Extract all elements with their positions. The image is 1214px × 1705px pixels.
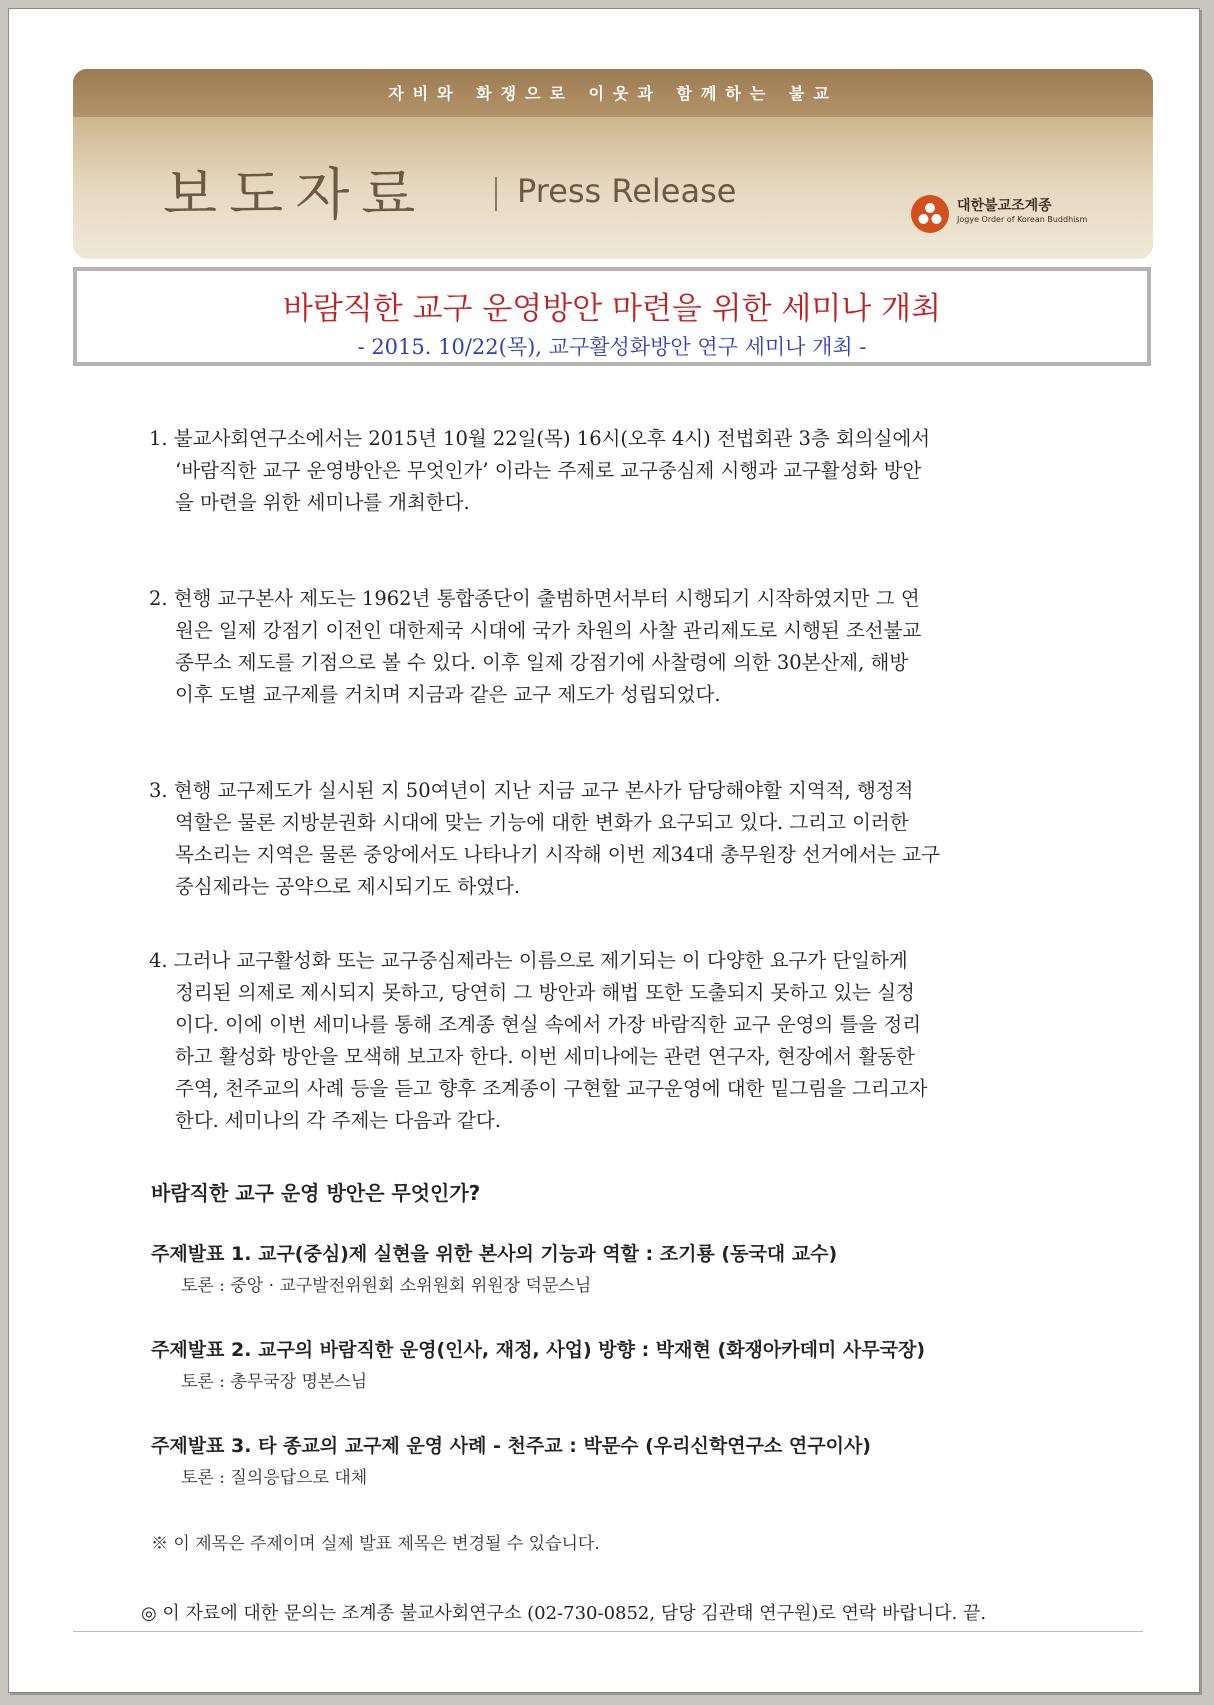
org-name-english: Jogye Order of Korean Buddhism	[957, 215, 1088, 224]
paragraph-line: 역할은 물론 지방분권화 시대에 맞는 기능에 대한 변화가 요구되고 있다. 그리고 이러한	[175, 811, 909, 834]
paragraph-2	[149, 583, 1099, 711]
slogan: 자비와 화쟁으로 이웃과 함께하는 불교	[388, 84, 838, 103]
paragraph-3	[149, 775, 1099, 903]
paragraph-line: 원은 일제 강점기 이전인 대한제국 시대에 국가 차원의 사찰 관리제도로 시행된 조선불교	[175, 619, 922, 642]
footer-rule	[73, 1631, 1143, 1632]
paragraph-1	[149, 423, 1099, 519]
paragraph-line: 이후 도별 교구제를 거치며 지금과 같은 교구 제도가 성립되었다.	[175, 683, 721, 706]
topic-3-heading: 주제발표 3. 타 종교의 교구제 운영 사례 - 천주교 : 박문수 (우리신학연구소 연구이사)	[151, 1435, 871, 1457]
press-release-banner	[73, 69, 1153, 259]
headline-title: 바람직한 교구 운영방안 마련을 위한 세미나 개최	[282, 291, 942, 327]
paragraph-line: 정리된 의제로 제시되지 못하고, 당연히 그 방안과 해법 또한 도출되지 못하고 있는 실정	[175, 981, 915, 1004]
topic-1-heading: 주제발표 1. 교구(중심)제 실현을 위한 본사의 기능과 역할 : 조기룡 (동국대 교수)	[151, 1243, 838, 1265]
paragraph-line: 이다. 이에 이번 세미나를 통해 조계종 현실 속에서 가장 바람직한 교구 운영의 틀을 정리	[175, 1013, 922, 1036]
paragraph-line: 1. 불교사회연구소에서는 2015년 10월 22일(목) 16시(오후 4시) 전법회관 3층 회의실에서	[149, 427, 931, 450]
press-release-english: Press Release	[517, 172, 737, 210]
contact-info: ◎ 이 자료에 대한 문의는 조계종 불교사회연구소 (02-730-0852, 담당 김관태 연구원)로 연락 바랍니다. 끝.	[141, 1603, 987, 1624]
topic-2-heading: 주제발표 2. 교구의 바람직한 운영(인사, 재정, 사업) 방향 : 박재현 (화쟁아카데미 사무국장)	[151, 1339, 926, 1361]
paragraph-line: 을 마련을 위한 세미나를 개최한다.	[175, 491, 470, 514]
paragraph-line: 4. 그러나 교구활성화 또는 교구중심제라는 이름으로 제기되는 이 다양한 요구가 단일하게	[149, 949, 908, 972]
topic-3-discussion: 토론 : 질의응답으로 대체	[181, 1468, 368, 1488]
divider	[495, 177, 497, 211]
press-release-korean: 보도자료	[163, 163, 428, 228]
paragraph-line: 하고 활성화 방안을 모색해 보고자 한다. 이번 세미나에는 관련 연구자, 현장에서 활동한	[175, 1045, 915, 1068]
paragraph-line: 2. 현행 교구본사 제도는 1962년 통합종단이 출범하면서부터 시행되기 시작하였지만 그 연	[149, 587, 920, 610]
paragraph-line: 한다. 세미나의 각 주제는 다음과 같다.	[175, 1109, 501, 1132]
paragraph-line: 종무소 제도를 기점으로 볼 수 있다. 이후 일제 강점기에 사찰령에 의한 30본산제, 해방	[175, 651, 909, 674]
paragraph-line: ‘바람직한 교구 운영방안은 무엇인가’ 이라는 주제로 교구중심제 시행과 교구활성화 방안	[175, 459, 922, 482]
org-name-korean: 대한불교조계종	[957, 198, 1052, 214]
paragraph-line: 중심제라는 공약으로 제시되기도 하였다.	[175, 875, 521, 898]
section-title: 바람직한 교구 운영 방안은 무엇인가?	[151, 1181, 481, 1205]
headline-box	[73, 267, 1151, 366]
paragraph-4	[149, 945, 1099, 1137]
headline-subtitle: - 2015. 10/22(목), 교구활성화방안 연구 세미나 개최 -	[357, 335, 867, 359]
jogye-logo-icon	[911, 195, 949, 233]
paragraph-line: 목소리는 지역은 물론 중앙에서도 나타나기 시작해 이번 제34대 총무원장 선거에서는 교구	[175, 843, 940, 866]
paragraph-line: 3. 현행 교구제도가 실시된 지 50여년이 지난 지금 교구 본사가 담당해야할 지역적, 행정적	[149, 779, 914, 802]
paragraph-line: 주역, 천주교의 사례 등을 듣고 향후 조계종이 구현할 교구운영에 대한 밑그림을 그리고자	[175, 1077, 928, 1100]
disclaimer-note: ※ 이 제목은 주제이며 실제 발표 제목은 변경될 수 있습니다.	[151, 1534, 600, 1554]
page	[8, 8, 1200, 1693]
topic-1-discussion: 토론 : 중앙 · 교구발전위원회 소위원회 위원장 덕문스님	[181, 1276, 592, 1296]
topic-2-discussion: 토론 : 총무국장 명본스님	[181, 1372, 368, 1392]
